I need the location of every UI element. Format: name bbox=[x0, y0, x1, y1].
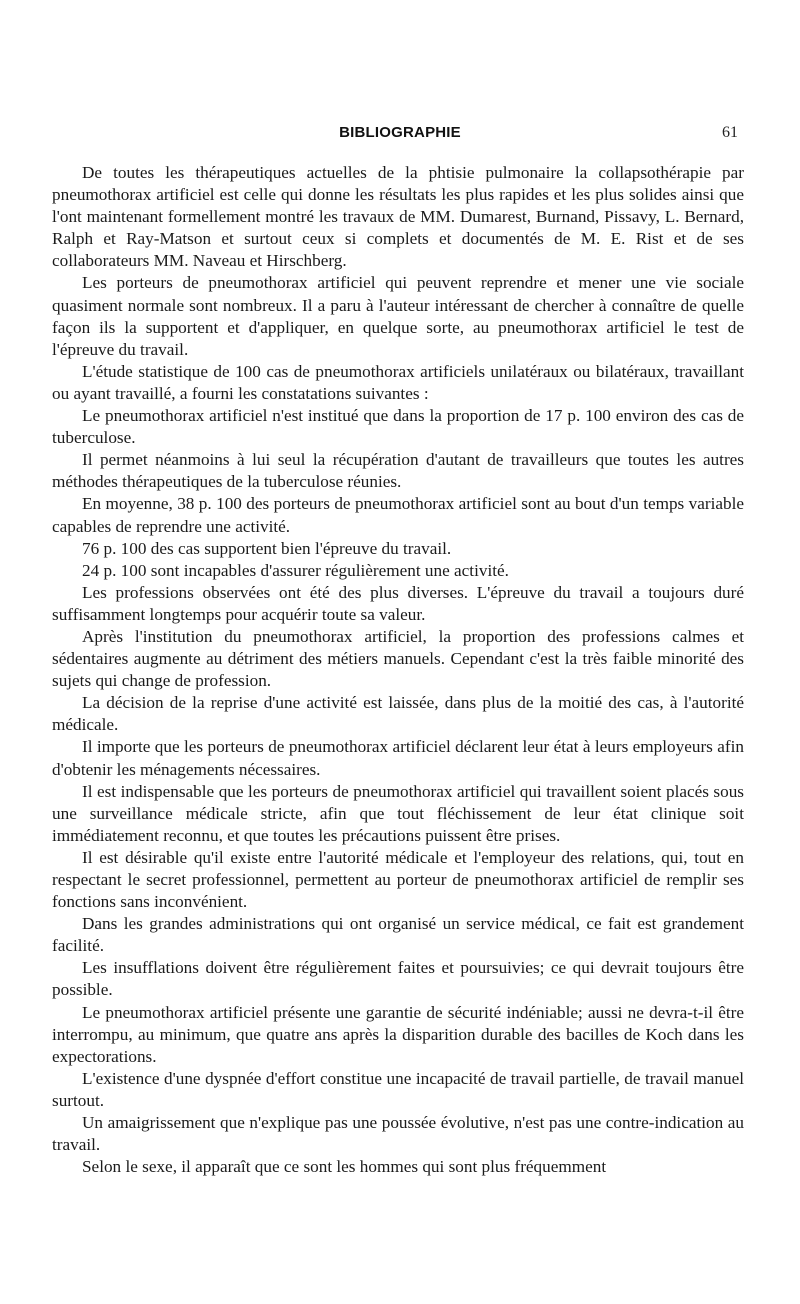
header-title: BIBLIOGRAPHIE bbox=[339, 124, 461, 141]
paragraph: Après l'institution du pneumothorax artificiel, la proportion des professions calmes et sédentaires augmente au détriment des métiers manuels. Cependant c'est la très faible minorité des sujets qui change de profession. bbox=[52, 626, 744, 691]
paragraph: L'existence d'une dyspnée d'effort constitue une incapacité de travail partielle, de travail manuel surtout. bbox=[52, 1068, 744, 1110]
paragraph: Il permet néanmoins à lui seul la récupération d'autant de travailleurs que toutes les autres méthodes thérapeutiques de la tuberculose réunies. bbox=[52, 450, 744, 492]
paragraph: Il est désirable qu'il existe entre l'autorité médicale et l'employeur des relations, qui, tout en respectant le secret professionnel, permettent au porteur de pneumothorax artificiel de remplir ses fonctions sans inconvénient. bbox=[52, 847, 744, 912]
paragraph: Selon le sexe, il apparaît que ce sont les hommes qui sont plus fréquemment bbox=[82, 1157, 607, 1177]
paragraph: La décision de la reprise d'une activité est laissée, dans plus de la moitié des cas, à l'autorité médicale. bbox=[52, 693, 744, 735]
paragraph: Il est indispensable que les porteurs de pneumothorax artificiel qui travaillent soient placés sous une surveillance médicale stricte, afin que tout fléchissement de leur état clinique soit immédiatement reconnu, et que toutes les précautions puissent être prises. bbox=[52, 781, 744, 845]
paragraph: 24 p. 100 sont incapables d'assurer régulièrement une activité. bbox=[82, 560, 509, 580]
paragraph: De toutes les thérapeutiques actuelles de la phtisie pulmonaire la collapsothérapie par pneumothorax artificiel est celle qui donne les résultats les plus rapides et les plus solides ainsi que l'ont maintenant formellement montré les travaux de MM. Dumarest, Burnand, Pissavy, L. Bernard, Ralph et Ray-Matson et surtout ceux si complets et documentés de M. E. Rist et de ses collaborateurs MM. Naveau et Hirschberg. bbox=[52, 163, 744, 271]
body-text bbox=[52, 162, 744, 1178]
paragraph: Le pneumothorax artificiel n'est institué que dans la proportion de 17 p. 100 environ des cas de tuberculose. bbox=[52, 406, 744, 448]
paragraph: L'étude statistique de 100 cas de pneumothorax artificiels unilatéraux ou bilatéraux, travaillant ou ayant travaillé, a fourni les constatations suivantes : bbox=[52, 361, 744, 403]
paragraph: Il importe que les porteurs de pneumothorax artificiel déclarent leur état à leurs employeurs afin d'obtenir les ménagements nécessaires. bbox=[52, 737, 744, 779]
paragraph: 76 p. 100 des cas supportent bien l'épreuve du travail. bbox=[82, 538, 452, 558]
paragraph: Les porteurs de pneumothorax artificiel qui peuvent reprendre et mener une vie sociale quasiment normale sont nombreux. Il a paru à l'auteur intéressant de chercher à connaître de quelle façon ils la supportent et d'appliquer, en quelque sorte, au pneumothorax artificiel le test de l'épreuve du travail. bbox=[52, 273, 744, 359]
page-number: 61 bbox=[722, 124, 738, 141]
paragraph: Dans les grandes administrations qui ont organisé un service médical, ce fait est grandement facilité. bbox=[52, 914, 744, 956]
paragraph: Un amaigrissement que n'explique pas une poussée évolutive, n'est pas une contre-indication au travail. bbox=[52, 1113, 744, 1155]
running-header bbox=[0, 124, 800, 148]
paragraph: Le pneumothorax artificiel présente une garantie de sécurité indéniable; aussi ne devra-t-il être interrompu, au minimum, que quatre ans après la disparition durable des bacilles de Koch dans les expectorations. bbox=[52, 1002, 744, 1066]
paragraph: Les insufflations doivent être régulièrement faites et poursuivies; ce qui devrait toujours être possible. bbox=[52, 958, 744, 1000]
paragraph: Les professions observées ont été des plus diverses. L'épreuve du travail a toujours duré suffisamment longtemps pour acquérir toute sa valeur. bbox=[52, 582, 744, 624]
paragraph: En moyenne, 38 p. 100 des porteurs de pneumothorax artificiel sont au bout d'un temps variable capables de reprendre une activité. bbox=[52, 494, 744, 536]
